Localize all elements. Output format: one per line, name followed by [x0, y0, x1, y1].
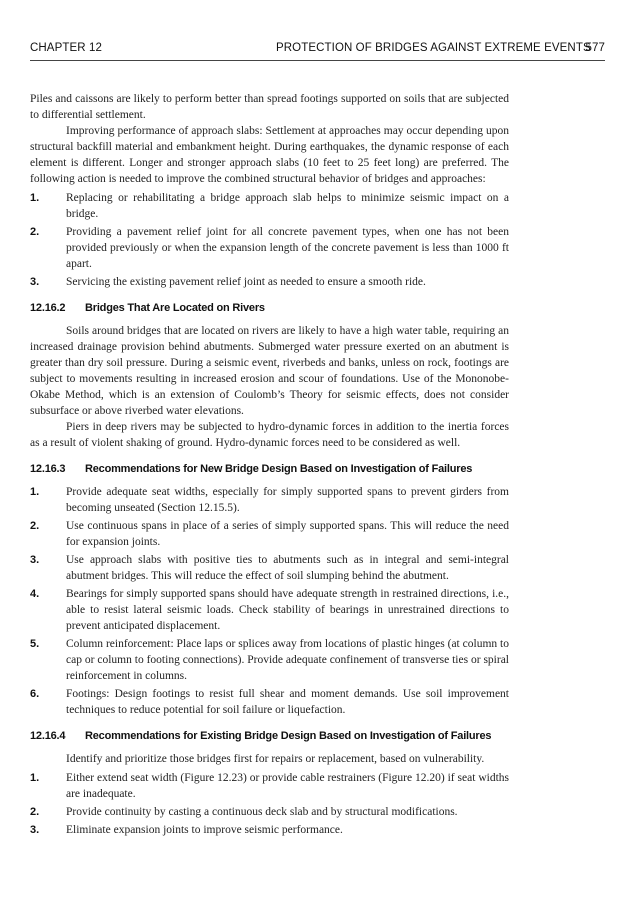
page-number: 577 [585, 42, 605, 54]
list-item [30, 224, 509, 272]
list-number: 5. [30, 638, 40, 650]
list-item-text: Replacing or rehabilitating a bridge approach slab helps to minimize seismic impact on a bridge. [66, 192, 509, 220]
list-item [30, 484, 509, 516]
list-number: 3. [30, 554, 40, 566]
list-number: 1. [30, 192, 40, 204]
paragraph: Improving performance of approach slabs: Settlement at approaches may occur depending upon structural backfill material and embankment height. During earthquakes, the dynamic response of each element is different. Longer and stronger approach slabs (10 feet to 25 feet long) are preferred. The following action is needed to improve the combined structural behavior of bridges and approaches: [30, 125, 509, 185]
list-number: 1. [30, 486, 40, 498]
list-item [30, 552, 509, 584]
list-number: 6. [30, 688, 40, 700]
list-item [30, 770, 509, 802]
list-item [30, 686, 509, 718]
list-item-text: Provide adequate seat widths, especially for simply supported spans to prevent girders from becoming unseated (Section 12.15.5). [66, 486, 509, 514]
list-number: 3. [30, 276, 40, 288]
list-item-text: Either extend seat width (Figure 12.23) or provide cable restrainers (Figure 12.20) if seat widths are inadequate. [66, 772, 509, 800]
section-title: Recommendations for New Bridge Design Based on Investigation of Failures [85, 463, 473, 475]
chapter-title: PROTECTION OF BRIDGES AGAINST EXTREME EVENTS [276, 42, 591, 54]
list-item-text: Column reinforcement: Place laps or splices away from locations of plastic hinges (at column to cap or column to footing connections). Provide adequate confinement of transverse ties or spiral reinforcement in columns. [66, 638, 509, 682]
list-item-text: Provide continuity by casting a continuous deck slab and by structural modifications. [66, 806, 458, 818]
list-number: 3. [30, 824, 40, 836]
page-body [30, 91, 509, 840]
list-item-text: Use approach slabs with positive ties to abutments such as in integral and semi-integral abutment bridges. This will reduce the effect of soil slumping behind the abutment. [66, 554, 509, 582]
list-item [30, 518, 509, 550]
section-number: 12.16.2 [30, 302, 66, 314]
list-item [30, 804, 509, 820]
list-item-text: Use continuous spans in place of a series of simply supported spans. This will reduce the need for expansion joints. [66, 520, 509, 548]
list-number: 2. [30, 226, 40, 238]
paragraph: Identify and prioritize those bridges first for repairs or replacement, based on vulnerability. [66, 753, 485, 765]
list-number: 2. [30, 520, 40, 532]
numbered-list [30, 190, 509, 290]
list-item [30, 274, 509, 290]
list-item-text: Providing a pavement relief joint for all concrete pavement types, when one has not been provided previously or when the expansion length of the concrete pavement is less than 1000 ft apart. [66, 226, 509, 270]
list-item-text: Eliminate expansion joints to improve seismic performance. [66, 824, 343, 836]
running-header [30, 40, 605, 61]
list-number: 2. [30, 806, 40, 818]
chapter-label: CHAPTER 12 [30, 42, 102, 54]
paragraph: Piers in deep rivers may be subjected to hydro-dynamic forces in addition to the inertia forces as a result of violent shaking of ground. Hydro-dynamic forces need to be considered as well. [30, 421, 509, 449]
numbered-list [30, 770, 509, 838]
list-number: 4. [30, 588, 40, 600]
list-item [30, 636, 509, 684]
paragraph: Piles and caissons are likely to perform better than spread footings supported on soils that are subjected to differential settlement. [30, 93, 509, 121]
list-item-text: Footings: Design footings to resist full shear and moment demands. Use soil improvement techniques to reduce potential for soil failure or liquefaction. [66, 688, 509, 716]
paragraph: Soils around bridges that are located on rivers are likely to have a high water table, requiring an increased drainage provision behind abutments. Submerged water pressure exerted on an abutment is greater than dry soil pressure. During a seismic event, riverbeds and banks, unless on rock, footings are subject to movements resulting in increased erosion and scour of foundations. Use of the Mononobe-Okabe Method, which is an extension of Coulomb’s Theory for seismic effects, does not consider subsurface or above riverbed water elevations. [30, 325, 509, 417]
section-heading [30, 461, 509, 477]
section-title: Recommendations for Existing Bridge Design Based on Investigation of Failures [85, 730, 492, 742]
list-item [30, 586, 509, 634]
section-heading [30, 300, 509, 316]
list-number: 1. [30, 772, 40, 784]
section-heading [30, 728, 509, 744]
section-number: 12.16.4 [30, 730, 66, 742]
section-title: Bridges That Are Located on Rivers [85, 302, 265, 314]
list-item-text: Servicing the existing pavement relief joint as needed to ensure a smooth ride. [66, 276, 426, 288]
list-item-text: Bearings for simply supported spans should have adequate strength in restrained directions, i.e., able to resist lateral seismic loads. Check stability of bearings in unrestrained directions to prevent anticipated displacement. [66, 588, 509, 632]
list-item [30, 822, 509, 838]
section-number: 12.16.3 [30, 463, 66, 475]
numbered-list [30, 484, 509, 718]
list-item [30, 190, 509, 222]
